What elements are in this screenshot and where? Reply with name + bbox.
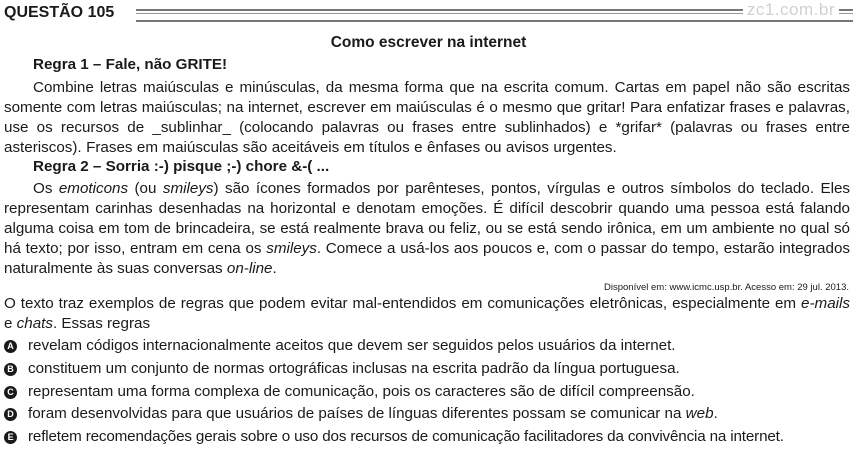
- rule1-body: Combine letras maiúsculas e minúsculas, da mesma forma que na escrita comum. Cartas em papel não são escritas somente com letras maiúsculas; na internet, escrever em maiúsculas é o mesmo que gritar! Para enfatizar frases e palavras, use os recursos de _sublinhar_ (colocando palavras ou frases entre sublinhados) e *grifar* (palavras ou frases entre asteriscos). Frases em maiúsculas são aceitáveis em títulos e ênfases ou avisos urgentes.: [4, 79, 850, 156]
- question-stem: O texto traz exemplos de regras que podem evitar mal-entendidos em comunicações eletrônicas, especialmente em e-mails e chats. Essas regras: [4, 295, 850, 332]
- option-d[interactable]: D foram desenvolvidas para que usuários de países de línguas diferentes possam se comunicar na web.: [4, 404, 854, 424]
- option-text: revelam códigos internacionalmente aceitos que devem ser seguidos pelos usuários da internet.: [28, 337, 676, 354]
- watermark: zc1.com.br: [743, 0, 839, 20]
- option-letter-badge: C: [4, 386, 17, 399]
- question-header: [4, 0, 853, 25]
- option-letter-badge: A: [4, 340, 17, 353]
- rule2-title: Regra 2 – Sorria :-) pisque ;-) chore &-( ...: [33, 158, 330, 175]
- rule1-title: Regra 1 – Fale, não GRITE!: [33, 56, 228, 73]
- option-text: foram desenvolvidas para que usuários de países de línguas diferentes possam se comunicar na: [28, 405, 686, 422]
- text-title: Como escrever na internet: [330, 34, 527, 51]
- rule2-body: Os emoticons (ou smileys) são ícones formados por parênteses, pontos, vírgulas e outros símbolos do teclado. Eles representam carinhas desenhadas na horizontal e denotam emoções. É difícil descobrir quando uma pessoa está falando alguma coisa em tom de brincadeira, se está realmente brava ou feliz, ou se está sendo irônica, em um ambiente no qual só há texto; por isso, entram em cena os smileys. Comece a usá-los aos poucos e, com o passar do tempo, estarão integrados naturalmente às suas conversas on-line.: [4, 180, 851, 277]
- option-text-italic: web: [685, 405, 714, 422]
- option-text: constituem um conjunto de normas ortográficas inclusas na escrita padrão da língua portuguesa.: [28, 360, 680, 377]
- option-letter-badge: B: [4, 363, 17, 376]
- option-text: representam uma forma complexa de comunicação, pois os caracteres são de difícil compreensão.: [28, 383, 695, 400]
- question-number: QUESTÃO 105: [4, 4, 115, 21]
- option-e[interactable]: [4, 427, 854, 447]
- option-letter-badge: D: [4, 408, 17, 421]
- option-b[interactable]: [4, 359, 854, 379]
- option-letter-badge: E: [4, 431, 17, 444]
- source-citation: Disponível em: www.icmc.usp.br. Acesso em: 29 jul. 2013.: [604, 282, 849, 293]
- option-text: refletem recomendações gerais sobre o uso dos recursos de comunicação facilitadores da convivência na internet.: [28, 428, 784, 445]
- option-a[interactable]: [4, 336, 854, 356]
- option-c[interactable]: [4, 382, 854, 402]
